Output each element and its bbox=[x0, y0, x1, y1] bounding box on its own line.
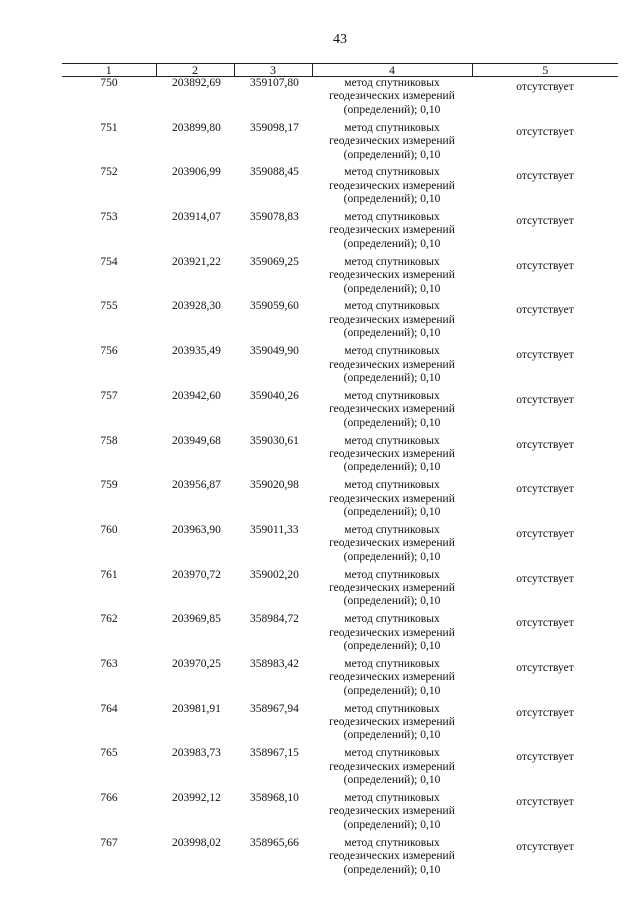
y-coordinate-cell: 359107,80 bbox=[250, 77, 299, 89]
status-cell: отсутствует bbox=[516, 304, 574, 317]
x-coordinate-cell: 203914,07 bbox=[172, 211, 221, 224]
method-line: (определений); 0,10 bbox=[343, 461, 441, 474]
method-line: метод спутниковых bbox=[344, 389, 440, 402]
point-number-cell: 753 bbox=[100, 211, 118, 224]
method-line: (определений); 0,10 bbox=[343, 550, 441, 563]
method-line: метод спутниковых bbox=[344, 836, 440, 849]
method-cell bbox=[312, 613, 472, 658]
method-line: метод спутниковых bbox=[344, 121, 440, 134]
method-cell bbox=[312, 658, 472, 703]
status-cell: отсутствует bbox=[516, 393, 574, 406]
table-row bbox=[62, 479, 618, 524]
y-coordinate-cell: 358967,15 bbox=[250, 747, 299, 760]
x-coordinate-cell: 203970,72 bbox=[172, 568, 221, 581]
method-line: (определений); 0,10 bbox=[343, 416, 441, 429]
method-line: метод спутниковых bbox=[344, 568, 440, 581]
point-number-cell: 761 bbox=[100, 568, 118, 581]
method-line: (определений); 0,10 bbox=[343, 729, 441, 742]
x-coordinate-cell: 203942,60 bbox=[172, 389, 221, 402]
table-row bbox=[62, 658, 618, 703]
point-number-cell: 754 bbox=[100, 255, 118, 268]
method-line: (определений); 0,10 bbox=[343, 818, 441, 831]
method-line: (определений); 0,10 bbox=[343, 148, 441, 161]
method-line: метод спутниковых bbox=[344, 211, 440, 224]
method-line: геодезических измерений bbox=[329, 179, 455, 192]
table-body bbox=[62, 77, 618, 882]
y-coordinate-cell: 359098,17 bbox=[250, 121, 299, 134]
method-line: геодезических измерений bbox=[329, 447, 455, 460]
method-line: геодезических измерений bbox=[329, 581, 455, 594]
method-line: (определений); 0,10 bbox=[343, 774, 441, 787]
method-line: геодезических измерений bbox=[329, 671, 455, 684]
status-cell: отсутствует bbox=[516, 796, 574, 808]
method-line: (определений); 0,10 bbox=[343, 640, 441, 653]
status-cell: отсутствует bbox=[516, 259, 574, 272]
method-cell bbox=[312, 747, 472, 792]
x-coordinate-cell: 203956,87 bbox=[172, 479, 221, 492]
method-line: метод спутниковых bbox=[344, 702, 440, 715]
method-line: геодезических измерений bbox=[329, 269, 455, 282]
page-number: 43 bbox=[333, 32, 347, 47]
method-line: геодезических измерений bbox=[329, 626, 455, 639]
column-header-1: 1 bbox=[62, 64, 156, 77]
method-line: (определений); 0,10 bbox=[343, 371, 441, 384]
point-number-cell: 758 bbox=[100, 434, 118, 447]
method-line: (определений); 0,10 bbox=[343, 595, 441, 608]
method-cell bbox=[312, 837, 472, 882]
method-cell bbox=[312, 569, 472, 614]
method-cell bbox=[312, 256, 472, 301]
method-line: (определений); 0,10 bbox=[343, 193, 441, 206]
method-line: (определений); 0,10 bbox=[343, 863, 441, 876]
method-line: геодезических измерений bbox=[329, 716, 455, 729]
table-row bbox=[62, 613, 618, 658]
header-row bbox=[62, 64, 618, 77]
method-cell bbox=[312, 345, 472, 390]
table-row bbox=[62, 792, 618, 837]
status-cell: отсутствует bbox=[516, 840, 574, 853]
point-number-cell: 757 bbox=[100, 389, 118, 402]
point-number-cell: 765 bbox=[100, 747, 118, 760]
status-cell: отсутствует bbox=[516, 706, 574, 719]
method-line: метод спутниковых bbox=[344, 77, 440, 89]
point-number-cell: 756 bbox=[100, 345, 118, 358]
point-number-cell: 755 bbox=[100, 300, 118, 313]
method-line: геодезических измерений bbox=[329, 850, 455, 863]
method-line: геодезических измерений bbox=[329, 492, 455, 505]
y-coordinate-cell: 359059,60 bbox=[250, 300, 299, 313]
method-line: геодезических измерений bbox=[329, 537, 455, 550]
table-header bbox=[62, 64, 618, 77]
table-row bbox=[62, 435, 618, 480]
coordinates-table bbox=[62, 63, 618, 881]
x-coordinate-cell: 203906,99 bbox=[172, 166, 221, 179]
x-coordinate-cell: 203949,68 bbox=[172, 434, 221, 447]
status-cell: отсутствует bbox=[516, 215, 574, 228]
y-coordinate-cell: 358983,42 bbox=[250, 657, 299, 670]
y-coordinate-cell: 359002,20 bbox=[250, 568, 299, 581]
point-number-cell: 751 bbox=[100, 121, 118, 134]
y-coordinate-cell: 359011,33 bbox=[250, 523, 299, 536]
x-coordinate-cell: 203983,73 bbox=[172, 747, 221, 760]
method-cell bbox=[312, 435, 472, 480]
method-line: (определений); 0,10 bbox=[343, 103, 441, 116]
table-row bbox=[62, 524, 618, 569]
method-line: геодезических измерений bbox=[329, 90, 455, 103]
y-coordinate-cell: 359040,26 bbox=[250, 389, 299, 402]
x-coordinate-cell: 203921,22 bbox=[172, 255, 221, 268]
method-line: метод спутниковых bbox=[344, 657, 440, 670]
method-line: метод спутниковых bbox=[344, 255, 440, 268]
status-cell: отсутствует bbox=[516, 527, 574, 540]
method-line: геодезических измерений bbox=[329, 358, 455, 371]
status-cell: отсутствует bbox=[516, 125, 574, 138]
method-line: (определений); 0,10 bbox=[343, 237, 441, 250]
table-row bbox=[62, 747, 618, 792]
x-coordinate-cell: 203928,30 bbox=[172, 300, 221, 313]
method-line: геодезических измерений bbox=[329, 224, 455, 237]
column-header-2: 2 bbox=[156, 64, 234, 77]
method-cell bbox=[312, 479, 472, 524]
method-line: метод спутниковых bbox=[344, 523, 440, 536]
point-number-cell: 750 bbox=[100, 77, 118, 89]
table-row bbox=[62, 345, 618, 390]
method-line: метод спутниковых bbox=[344, 345, 440, 358]
x-coordinate-cell: 203969,85 bbox=[172, 613, 221, 626]
y-coordinate-cell: 358965,66 bbox=[250, 836, 299, 849]
x-coordinate-cell: 203935,49 bbox=[172, 345, 221, 358]
x-coordinate-cell: 203998,02 bbox=[172, 836, 221, 849]
y-coordinate-cell: 359078,83 bbox=[250, 211, 299, 224]
method-line: (определений); 0,10 bbox=[343, 327, 441, 340]
table-row bbox=[62, 166, 618, 211]
method-line: метод спутниковых bbox=[344, 747, 440, 760]
method-cell bbox=[312, 792, 472, 837]
x-coordinate-cell: 203981,91 bbox=[172, 702, 221, 715]
method-line: метод спутниковых bbox=[344, 166, 440, 179]
x-coordinate-cell: 203992,12 bbox=[172, 792, 221, 804]
point-number-cell: 759 bbox=[100, 479, 118, 492]
point-number-cell: 766 bbox=[100, 792, 118, 804]
method-cell bbox=[312, 703, 472, 748]
method-line: (определений); 0,10 bbox=[343, 684, 441, 697]
point-number-cell: 760 bbox=[100, 523, 118, 536]
x-coordinate-cell: 203899,80 bbox=[172, 121, 221, 134]
method-cell bbox=[312, 300, 472, 345]
column-header-5: 5 bbox=[472, 64, 618, 77]
y-coordinate-cell: 359088,45 bbox=[250, 166, 299, 179]
method-line: метод спутниковых bbox=[344, 434, 440, 447]
point-number-cell: 752 bbox=[100, 166, 118, 179]
y-coordinate-cell: 358967,94 bbox=[250, 702, 299, 715]
y-coordinate-cell: 359049,90 bbox=[250, 345, 299, 358]
y-coordinate-cell: 358984,72 bbox=[250, 613, 299, 626]
table-row bbox=[62, 390, 618, 435]
x-coordinate-cell: 203892,69 bbox=[172, 77, 221, 89]
y-coordinate-cell: 359069,25 bbox=[250, 255, 299, 268]
table-row bbox=[62, 122, 618, 167]
x-coordinate-cell: 203963,90 bbox=[172, 523, 221, 536]
method-line: геодезических измерений bbox=[329, 135, 455, 148]
status-cell: отсутствует bbox=[516, 617, 574, 630]
method-cell bbox=[312, 390, 472, 435]
column-header-3: 3 bbox=[234, 64, 312, 77]
table-row bbox=[62, 300, 618, 345]
point-number-cell: 762 bbox=[100, 613, 118, 626]
status-cell: отсутствует bbox=[516, 81, 574, 93]
point-number-cell: 767 bbox=[100, 836, 118, 849]
status-cell: отсутствует bbox=[516, 572, 574, 585]
table-row bbox=[62, 256, 618, 301]
method-line: метод спутниковых bbox=[344, 792, 440, 804]
table-row bbox=[62, 837, 618, 882]
y-coordinate-cell: 358968,10 bbox=[250, 792, 299, 804]
table-row bbox=[62, 703, 618, 748]
method-line: геодезических измерений bbox=[329, 403, 455, 416]
status-cell: отсутствует bbox=[516, 483, 574, 496]
method-line: (определений); 0,10 bbox=[343, 282, 441, 295]
column-header-4: 4 bbox=[312, 64, 472, 77]
method-cell bbox=[312, 77, 472, 122]
method-cell bbox=[312, 524, 472, 569]
status-cell: отсутствует bbox=[516, 349, 574, 362]
method-cell bbox=[312, 122, 472, 167]
point-number-cell: 764 bbox=[100, 702, 118, 715]
method-line: метод спутниковых bbox=[344, 300, 440, 313]
method-cell bbox=[312, 166, 472, 211]
method-line: геодезических измерений bbox=[329, 760, 455, 773]
status-cell: отсутствует bbox=[516, 170, 574, 183]
y-coordinate-cell: 359030,61 bbox=[250, 434, 299, 447]
method-line: метод спутниковых bbox=[344, 479, 440, 492]
status-cell: отсутствует bbox=[516, 661, 574, 674]
table-row bbox=[62, 211, 618, 256]
method-line: метод спутниковых bbox=[344, 613, 440, 626]
x-coordinate-cell: 203970,25 bbox=[172, 657, 221, 670]
table-row bbox=[62, 77, 618, 122]
table-row bbox=[62, 569, 618, 614]
method-cell bbox=[312, 211, 472, 256]
y-coordinate-cell: 359020,98 bbox=[250, 479, 299, 492]
point-number-cell: 763 bbox=[100, 657, 118, 670]
method-line: геодезических измерений bbox=[329, 805, 455, 818]
method-line: (определений); 0,10 bbox=[343, 506, 441, 518]
status-cell: отсутствует bbox=[516, 751, 574, 764]
status-cell: отсутствует bbox=[516, 438, 574, 451]
method-line: геодезических измерений bbox=[329, 313, 455, 326]
